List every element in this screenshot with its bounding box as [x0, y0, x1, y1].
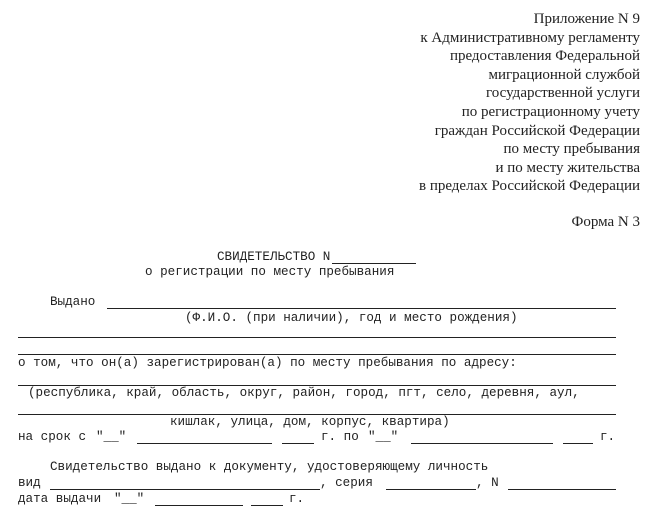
issue-date-label: дата выдачи	[18, 492, 102, 506]
document-text: Свидетельство выдано к документу, удостоверяющему личность	[50, 460, 489, 474]
header-line: государственной услуги	[486, 85, 640, 102]
issued-to-blank[interactable]	[107, 308, 616, 309]
term-from-month-blank[interactable]	[137, 443, 272, 444]
header-line: в пределах Российской Федерации	[418, 178, 640, 195]
issued-to-label: Выдано	[50, 295, 96, 309]
header-line: Приложение N 9	[533, 11, 640, 27]
address-hint-1: (республика, край, область, округ, район, город, пгт, село, деревня, аул,	[28, 386, 580, 400]
term-to-year-blank[interactable]	[563, 443, 593, 444]
certificate-title: СВИДЕТЕЛЬСТВО N	[217, 250, 331, 264]
registered-text: о том, что он(а) зарегистрирован(а) по месту пребывания по адресу:	[18, 356, 517, 370]
certificate-number-blank[interactable]	[332, 263, 416, 264]
issued-to-blank-3[interactable]	[18, 354, 616, 355]
issue-date-day[interactable]: "__"	[114, 492, 145, 506]
header-line: к Административному регламенту	[420, 29, 640, 46]
doc-type-label: вид	[18, 476, 41, 490]
term-to-day[interactable]: "__"	[368, 430, 399, 444]
term-to-month-blank[interactable]	[411, 443, 553, 444]
term-from-day[interactable]: "__"	[96, 430, 127, 444]
form-number: Форма N 3	[571, 214, 640, 230]
header-line: и по месту жительства	[495, 159, 640, 176]
term-to-year-suffix: г.	[600, 430, 616, 444]
number-blank[interactable]	[508, 489, 616, 490]
header-line: предоставления Федеральной	[449, 48, 640, 65]
issue-date-month-blank[interactable]	[155, 505, 243, 506]
address-hint-2: кишлак, улица, дом, корпус, квартира)	[170, 415, 450, 429]
header-line: по месту пребывания	[503, 141, 640, 158]
header-line: миграционной службой	[488, 66, 640, 83]
series-blank[interactable]	[386, 489, 476, 490]
term-from-label: на срок с	[18, 430, 87, 444]
term-to-label: г. по	[321, 430, 359, 444]
term-from-year-blank[interactable]	[282, 443, 314, 444]
doc-type-blank[interactable]	[50, 489, 320, 490]
certificate-subtitle: о регистрации по месту пребывания	[145, 265, 395, 279]
issued-to-hint: (Ф.И.О. (при наличии), год и место рождения)	[185, 311, 518, 325]
header-line: по регистрационному учету	[461, 104, 640, 120]
header-line: граждан Российской Федерации	[434, 122, 640, 139]
issue-date-year-suffix: г.	[289, 492, 305, 506]
number-label: , N	[476, 476, 499, 490]
issue-date-year-blank[interactable]	[251, 505, 283, 506]
series-label: , серия	[320, 476, 373, 490]
issued-to-blank-2[interactable]	[18, 337, 616, 338]
